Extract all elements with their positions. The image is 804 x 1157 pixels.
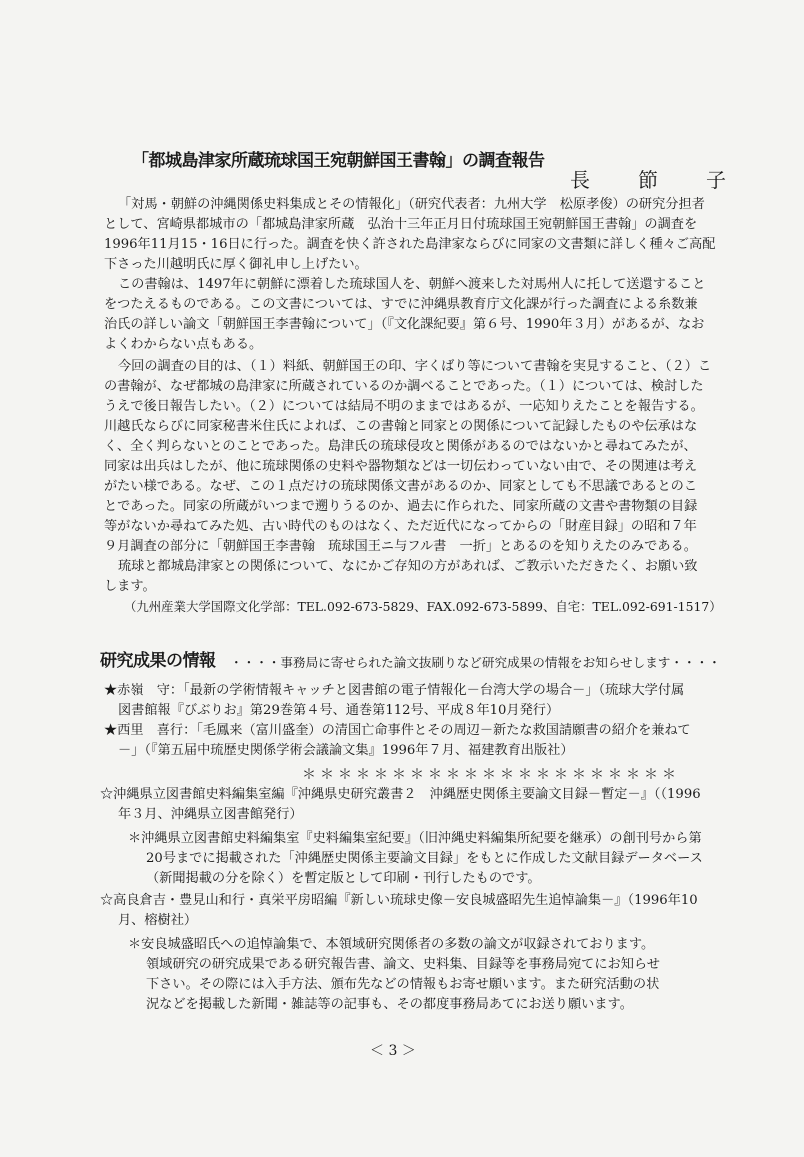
notice-line: 況などを掲載した新聞・雑誌等の記事も、その都度事務局あてにお送り願います。	[146, 997, 633, 1012]
author-name: 長 節 子	[570, 168, 740, 192]
notice-line: 下さい。その際には入手方法、頒布先などの情報もお寄せ願います。また研究活動の状	[146, 977, 660, 992]
entry-note-line: （新聞掲載の分を除く）を暫定版として印刷・刊行したものです。	[146, 871, 541, 886]
report-line: とであった。同家の所蔵がいつまで遡りうるのか、過去に作られた、同家所蔵の文書や書物類の目録	[104, 499, 698, 514]
report-line: 琉球と都城島津家との関係について、なにかご存知の方があれば、ご教示いただきたく、お願い致	[118, 559, 698, 574]
entry-line: 月、榕樹社）	[118, 913, 198, 928]
report-line: 「対馬・朝鮮の沖縄関係史料集成とその情報化」（研究代表者：九州大学 松原孝俊）の研究分担者	[118, 197, 705, 212]
entry-note-line: 20号までに掲載された「沖縄歴史関係主要論文目録」をもとに作成した文献目録データベース	[146, 851, 703, 866]
report-line: 今回の調査の目的は、（１）料紙、朝鮮国王の印、字くばり等について書翰を実見すること、（２）こ	[118, 359, 712, 374]
report-line: 同家は出兵はしたが、他に琉球関係の史料や器物類などは一切伝わっていない由で、その関連は考え	[104, 459, 698, 474]
entry-line: ★赤嶺 守：「最新の学術情報キャッチと図書館の電子情報化－台湾大学の場合－」（琉球大学付属	[104, 683, 685, 698]
report-line: 1996年11月15・16日に行った。調査を快く許された島津家ならびに同家の文書類に詳しく種々ご高配	[104, 237, 716, 252]
entry-line: 年３月、沖縄県立図書館発行）	[118, 807, 303, 822]
report-line: 等がないか尋ねてみた処、古い時代のものはなく、ただ近代になってからの「財産目録」の昭和７年	[104, 519, 697, 534]
report-line: ９月調査の部分に「朝鮮国王李書翰 琉球国王ニ与フル書 一折」とあるのを知りえたのみである。	[104, 539, 697, 554]
report-line: します。	[104, 579, 156, 594]
report-line: 治氏の詳しい論文「朝鮮国王李書翰について」（『文化課紀要』第６号、1990年３月）があるが、なお	[104, 317, 705, 332]
entry-line: ☆高良倉吉・豊見山和行・真栄平房昭編『新しい琉球史像－安良城盛昭先生追悼論集－』（1996年10	[100, 893, 698, 908]
entry-note-line: ＊安良城盛昭氏への追悼論集で、本領域研究関係者の多数の論文が収録されております。	[128, 937, 655, 952]
entry-note-line: ＊沖縄県立図書館史料編集室『史料編集室紀要』（旧沖縄史料編集所紀要を継承）の創刊号から第	[128, 831, 702, 846]
page-number: ＜ 3 ＞	[370, 1043, 416, 1059]
report-line: 川越氏ならびに同家秘書米住氏によれば、この書翰と同家との関係について記録したものや伝承はな	[104, 419, 698, 434]
notice-line: 領域研究の研究成果である研究報告書、論文、史料集、目録等を事務局宛てにお知らせ	[146, 957, 660, 972]
report-line: よくわからない点もある。	[104, 337, 263, 352]
report-line: うえで後日報告したい。（２）については結局不明のままではあるが、一応知りえたことを報告する。	[104, 399, 704, 414]
report-line: の書翰が、なぜ都城の島津家に所蔵されているのか調べることであった。（１）については、検討した	[104, 379, 704, 394]
entry-line: ☆沖縄県立図書館史料編集室編『沖縄県史研究叢書２ 沖縄歴史関係主要論文目録－暫定－』（（1996	[100, 787, 701, 802]
section-subheading: ・・・・事務局に寄せられた論文抜刷りなど研究成果の情報をお知らせします・・・・	[230, 655, 721, 670]
report-line: がたい様である。なぜ、この１点だけの琉球関係文書があるのか、同家としても不思議であるとのこ	[104, 479, 698, 494]
report-line: この書翰は、1497年に朝鮮に漂着した琉球国人を、朝鮮へ渡来した対馬州人に托して送還すること	[118, 277, 706, 292]
entry-line: ★西里 喜行：「毛鳳来（富川盛奎）の清国亡命事件とその周辺－新たな救国請願書の紹介を兼ねて	[104, 723, 691, 738]
report-title: 「都城島津家所蔵琉球国王宛朝鮮国王書翰」の調査報告	[132, 151, 545, 171]
report-line: く、全く判らないとのことであった。島津氏の琉球侵攻と関係があるのではないかと尋ねてみたが、	[104, 439, 697, 454]
report-line: 下さった川越明氏に厚く御礼申し上げたい。	[104, 257, 368, 272]
contact-info: （九州産業大学国際文化学部：TEL.092-673-5829、FAX.092-673-5899、自宅：TEL.092-691-1517）	[124, 599, 722, 614]
report-line: として、宮崎県都城市の「都城島津家所蔵 弘治十三年正月日付琉球国王宛朝鮮国王書翰」の調査を	[104, 217, 698, 232]
entry-line: －」（『第五届中琉歴史関係学術会議論文集』1996年７月、福建教育出版社）	[118, 743, 574, 758]
star-divider: ＊＊＊＊＊＊＊＊＊＊＊＊＊＊＊＊＊＊＊＊＊	[302, 767, 680, 783]
entry-line: 図書館報『びぶりお』第29巻第４号、通巻第112号、平成８年10月発行）	[118, 703, 560, 718]
report-line: をつたえるものである。この文書については、すでに沖縄県教育庁文化課が行った調査による糸数兼	[104, 297, 698, 312]
section-heading: 研究成果の情報	[100, 651, 216, 671]
